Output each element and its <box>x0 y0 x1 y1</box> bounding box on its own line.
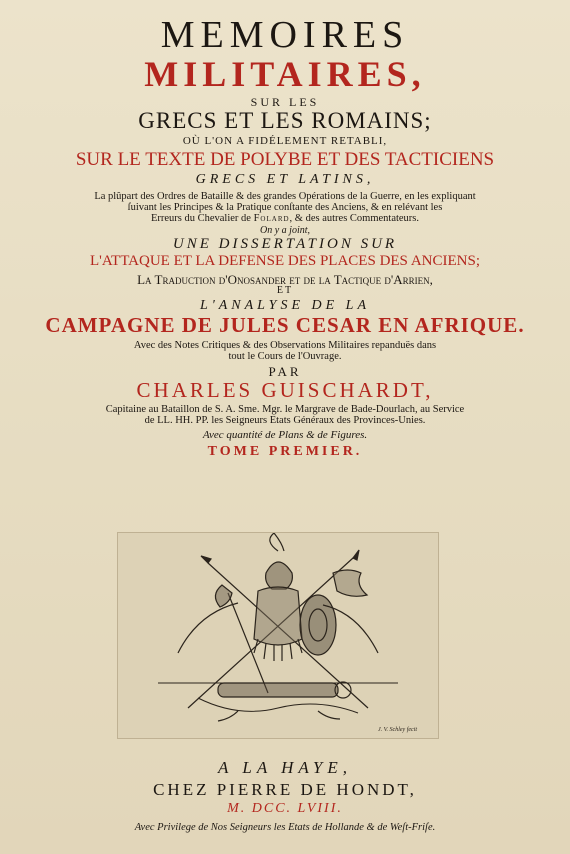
engraving-plate <box>117 532 439 739</box>
folard-name: Folard <box>253 212 290 224</box>
trophy-engraving <box>118 533 438 738</box>
traduction-line: La Traduction d'Onosander et de la Tactique d'Arrien, <box>137 271 433 287</box>
description-line-3c: , & des autres Commentateurs. <box>289 212 420 224</box>
description-line-2: ſuivant les Principes & la Pratique conſtante des Anciens, & en relévant les <box>127 201 443 213</box>
title-grecs-romains: GRECS ET LES ROMAINS; <box>138 108 432 134</box>
author-role <box>0 404 570 426</box>
description-line-3a: Erreurs du Chevalier de <box>150 212 251 224</box>
imprint-publisher: CHEZ PIERRE DE HONDT, <box>153 780 417 799</box>
title-polybe: SUR LE TEXTE DE POLYBE ET DES TACTICIENS <box>75 148 495 170</box>
imprint-place: A LA HAYE, <box>218 758 352 777</box>
imprint-year: M. DCC. LVIII. <box>227 801 343 816</box>
notes-line-2: tout le Cours de l'Ouvrage. <box>228 350 342 362</box>
description-line-3 <box>0 213 570 224</box>
engraver-signature: J. V. Schley fecit <box>378 727 418 733</box>
par-line: PAR <box>268 363 302 379</box>
dissertation-line-2: L'ATTAQUE ET LA DEFENSE DES PLACES DES ANCIENS; <box>90 252 480 269</box>
campagne-line: CAMPAGNE DE JULES CESAR EN AFRIQUE. <box>45 313 525 338</box>
notes-line-1: Avec des Notes Critiques & des Observations Militaires repanduës dans <box>133 339 437 351</box>
title-memoires: MEMOIRES <box>160 14 410 56</box>
author-role-line-1: Capitaine au Bataillon de S. A. Sme. Mgr. le Margrave de Bade-Dourlach, au Service <box>105 404 465 416</box>
description-block <box>0 191 570 224</box>
joined-label: On y a joint, <box>260 224 310 236</box>
author-role-line-2: de LL. HH. PP. les Seigneurs Etats Généraux des Provinces-Unies. <box>144 415 426 427</box>
plans-line: Avec quantité de Plans & de Figures. <box>202 429 368 442</box>
description-line-1: La plûpart des Ordres de Bataille & des grandes Opérations de la Guerre, en les expliquant <box>94 190 476 202</box>
title-grecs-latins: GRECS ET LATINS, <box>195 171 375 187</box>
et-line: ET <box>276 285 294 297</box>
analyse-line: L'ANALYSE DE LA <box>199 297 371 313</box>
title-fidelement: OÙ L'ON A FIDÉLEMENT RETABLI, <box>182 135 388 148</box>
author-name: CHARLES GUISCHARDT, <box>136 378 434 403</box>
tome-line: TOME PREMIER. <box>207 443 363 459</box>
dissertation-line-1: UNE DISSERTATION SUR <box>172 236 398 253</box>
title-sur-les: SUR LES <box>250 94 320 109</box>
title-militaires: MILITAIRES, <box>144 53 426 94</box>
imprint-privilege: Avec Privilege de Nos Seigneurs les Etats de Hollande & de Weſt-Friſe. <box>134 822 436 833</box>
